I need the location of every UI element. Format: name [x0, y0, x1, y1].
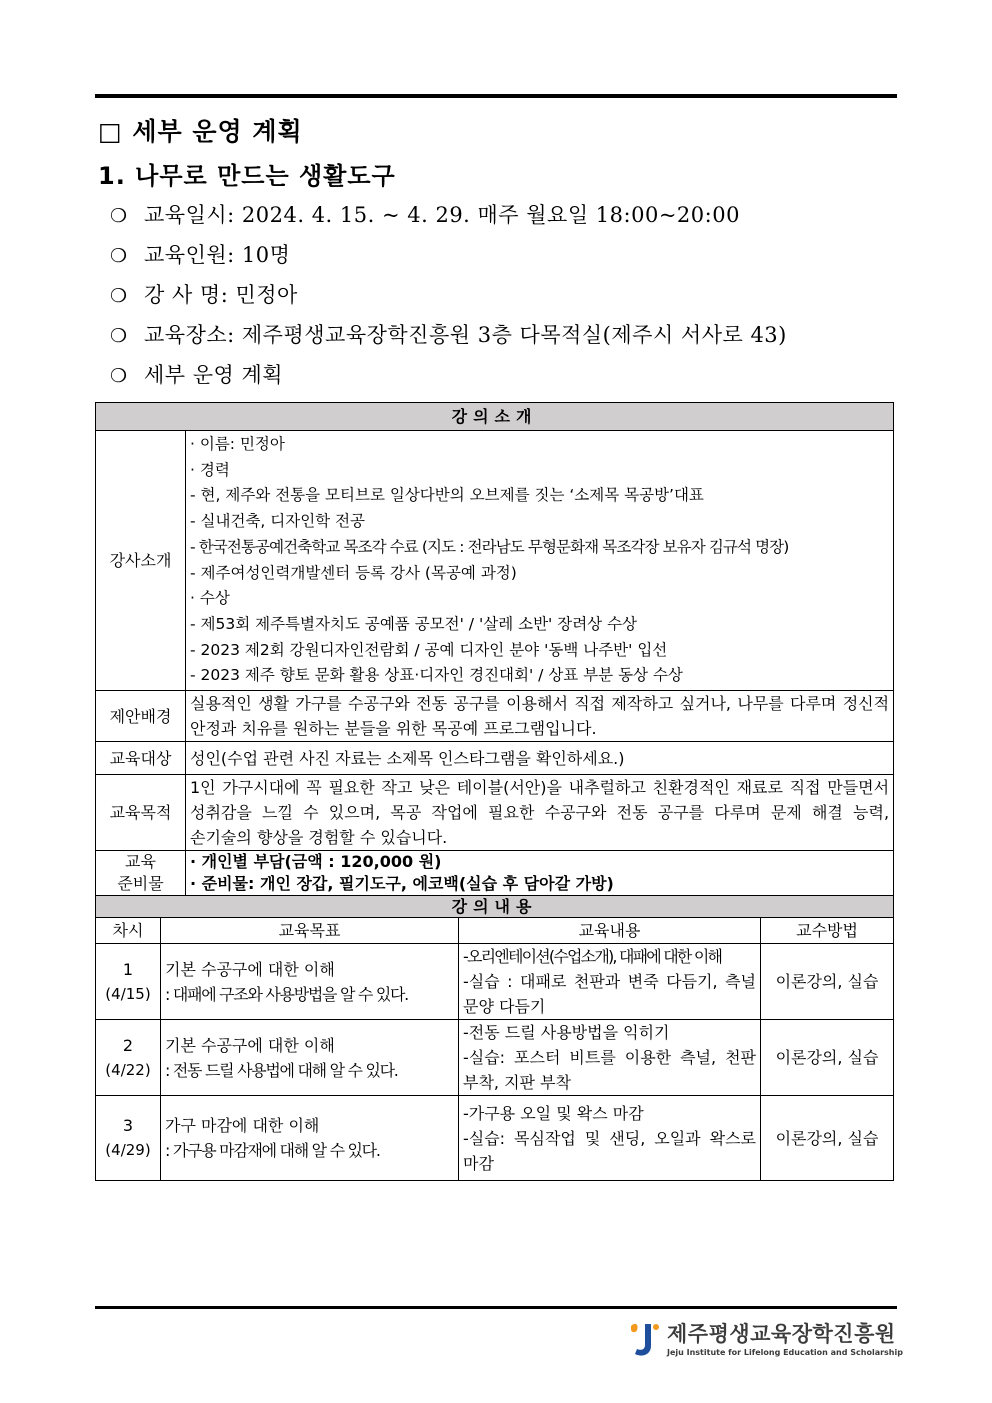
circle-bullet-icon: ❍	[110, 365, 128, 387]
materials-text	[186, 851, 894, 896]
background-label: 제안배경	[96, 691, 186, 742]
background-text: 실용적인 생활 가구를 수공구와 전동 공구를 이용해서 직접 제작하고 싶거나, 나무를 다루며 정신적 안정과 치유를 원하는 분들을 위한 목공예 프로그램입니다.	[186, 691, 894, 742]
target-label: 교육대상	[96, 742, 186, 775]
materials-row	[96, 851, 894, 896]
session-number: 3 (4/29)	[96, 1096, 161, 1181]
instructor-label: 강사소개	[96, 431, 186, 691]
info-item-instructor: ❍ 강 사 명: 민정아	[110, 275, 787, 315]
profile-line: · 수상	[190, 589, 230, 608]
instructor-row	[96, 431, 894, 691]
info-item-capacity: ❍ 교육인원: 10명	[110, 235, 787, 275]
cost-line: · 개인별 부담(금액 : 120,000 원)	[190, 852, 442, 872]
session-row	[96, 944, 894, 1020]
supplies-line: · 준비물: 개인 장갑, 필기도구, 에코백(실습 후 담아갈 가방)	[190, 874, 614, 894]
col-header-session: 차시	[96, 918, 161, 944]
materials-label: 교육 준비물	[96, 851, 186, 896]
profile-line: - 제53회 제주특별자치도 공예품 공모전' / '살레 소반' 장려상 수상	[190, 614, 638, 633]
circle-bullet-icon: ❍	[110, 205, 128, 227]
profile-line: - 현, 제주와 전통을 모티브로 일상다반의 오브제를 짓는 ‘소제목 목공방’대표	[190, 486, 704, 505]
intro-section-header: 강의소개	[96, 403, 894, 431]
purpose-row	[96, 775, 894, 851]
col-header-method: 교수방법	[761, 918, 894, 944]
content-section-header: 강의내용	[96, 896, 894, 918]
section-heading: □ 세부 운영 계획	[98, 117, 303, 146]
profile-line: - 2023 제2회 강원디자인전람회 / 공예 디자인 분야 '동백 나주반' 입선	[190, 640, 668, 659]
top-rule	[95, 94, 897, 98]
profile-line: - 한국전통공예건축학교 목조각 수료 (지도 : 전라남도 무형문화재 목조각장 보유자 김규석 명장)	[190, 537, 789, 556]
jeju-institute-logo-icon	[625, 1320, 661, 1360]
session-row	[96, 1096, 894, 1181]
program-info-list	[110, 195, 787, 395]
instructor-profile	[186, 431, 894, 691]
session-content: -전동 드릴 사용방법을 익히기 -실습: 포스터 비트를 이용한 측널, 천판 부착, 지판 부착	[459, 1020, 761, 1096]
col-header-goal: 교육목표	[161, 918, 459, 944]
circle-bullet-icon: ❍	[110, 285, 128, 307]
purpose-label: 교육목적	[96, 775, 186, 851]
organization-logo	[625, 1318, 903, 1364]
organization-name: 제주평생교육장학진흥원	[667, 1322, 896, 1346]
circle-bullet-icon: ❍	[110, 325, 128, 347]
profile-line: - 2023 제주 향토 문화 활용 상표·디자인 경진대회' / 상표 부분 동상 수상	[190, 666, 683, 685]
profile-line: · 이름: 민정아	[190, 435, 285, 453]
target-text: 성인(수업 관련 사진 자료는 소제목 인스타그램을 확인하세요.)	[186, 742, 894, 775]
session-number: 2 (4/22)	[96, 1020, 161, 1096]
session-row	[96, 1020, 894, 1096]
session-goal: 기본 수공구에 대한 이해 : 전동 드릴 사용법에 대해 알 수 있다.	[161, 1020, 459, 1096]
target-row	[96, 742, 894, 775]
session-goal: 가구 마감에 대한 이해 : 가구용 마감재에 대해 알 수 있다.	[161, 1096, 459, 1181]
content-header-row	[96, 918, 894, 944]
session-content: -가구용 오일 및 왁스 마감 -실습: 목심작업 및 샌딩, 오일과 왁스로 마감	[459, 1096, 761, 1181]
session-method: 이론강의, 실습	[761, 944, 894, 1020]
profile-line: - 실내건축, 디자인학 전공	[190, 512, 366, 531]
session-goal: 기본 수공구에 대한 이해 : 대패에 구조와 사용방법을 알 수 있다.	[161, 944, 459, 1020]
organization-name-english: Jeju Institute for Lifelong Education and Scholarship	[667, 1348, 903, 1357]
session-content: -오리엔테이션(수업소개), 대패에 대한 이해 -실습 : 대패로 천판과 변죽 다듬기, 측널 문양 다듬기	[459, 944, 761, 1020]
session-method: 이론강의, 실습	[761, 1096, 894, 1181]
bottom-rule	[95, 1306, 897, 1309]
info-item-date: ❍ 교육일시: 2024. 4. 15. ~ 4. 29. 매주 월요일 18:00~20:00	[110, 195, 787, 235]
program-title: 1. 나무로 만드는 생활도구	[98, 162, 396, 190]
circle-bullet-icon: ❍	[110, 245, 128, 267]
info-item-location: ❍ 교육장소: 제주평생교육장학진흥원 3층 다목적실(제주시 서사로 43)	[110, 315, 787, 355]
background-row	[96, 691, 894, 742]
purpose-text: 1인 가구시대에 꼭 필요한 작고 낮은 테이블(서안)을 내추럴하고 친환경적인 재료로 직접 만들면서 성취감을 느낄 수 있으며, 목공 작업에 필요한 수공구와 전동 공구를 다루며 문제 해결 능력, 손기술의 향상을 경험할 수 있습니다.	[186, 775, 894, 851]
session-number: 1 (4/15)	[96, 944, 161, 1020]
profile-line: · 경력	[190, 460, 230, 479]
info-item-plan: ❍ 세부 운영 계획	[110, 355, 787, 395]
col-header-content: 교육내용	[459, 918, 761, 944]
profile-line: - 제주여성인력개발센터 등록 강사 (목공예 과정)	[190, 563, 517, 582]
course-detail-table	[95, 402, 894, 1181]
session-method: 이론강의, 실습	[761, 1020, 894, 1096]
